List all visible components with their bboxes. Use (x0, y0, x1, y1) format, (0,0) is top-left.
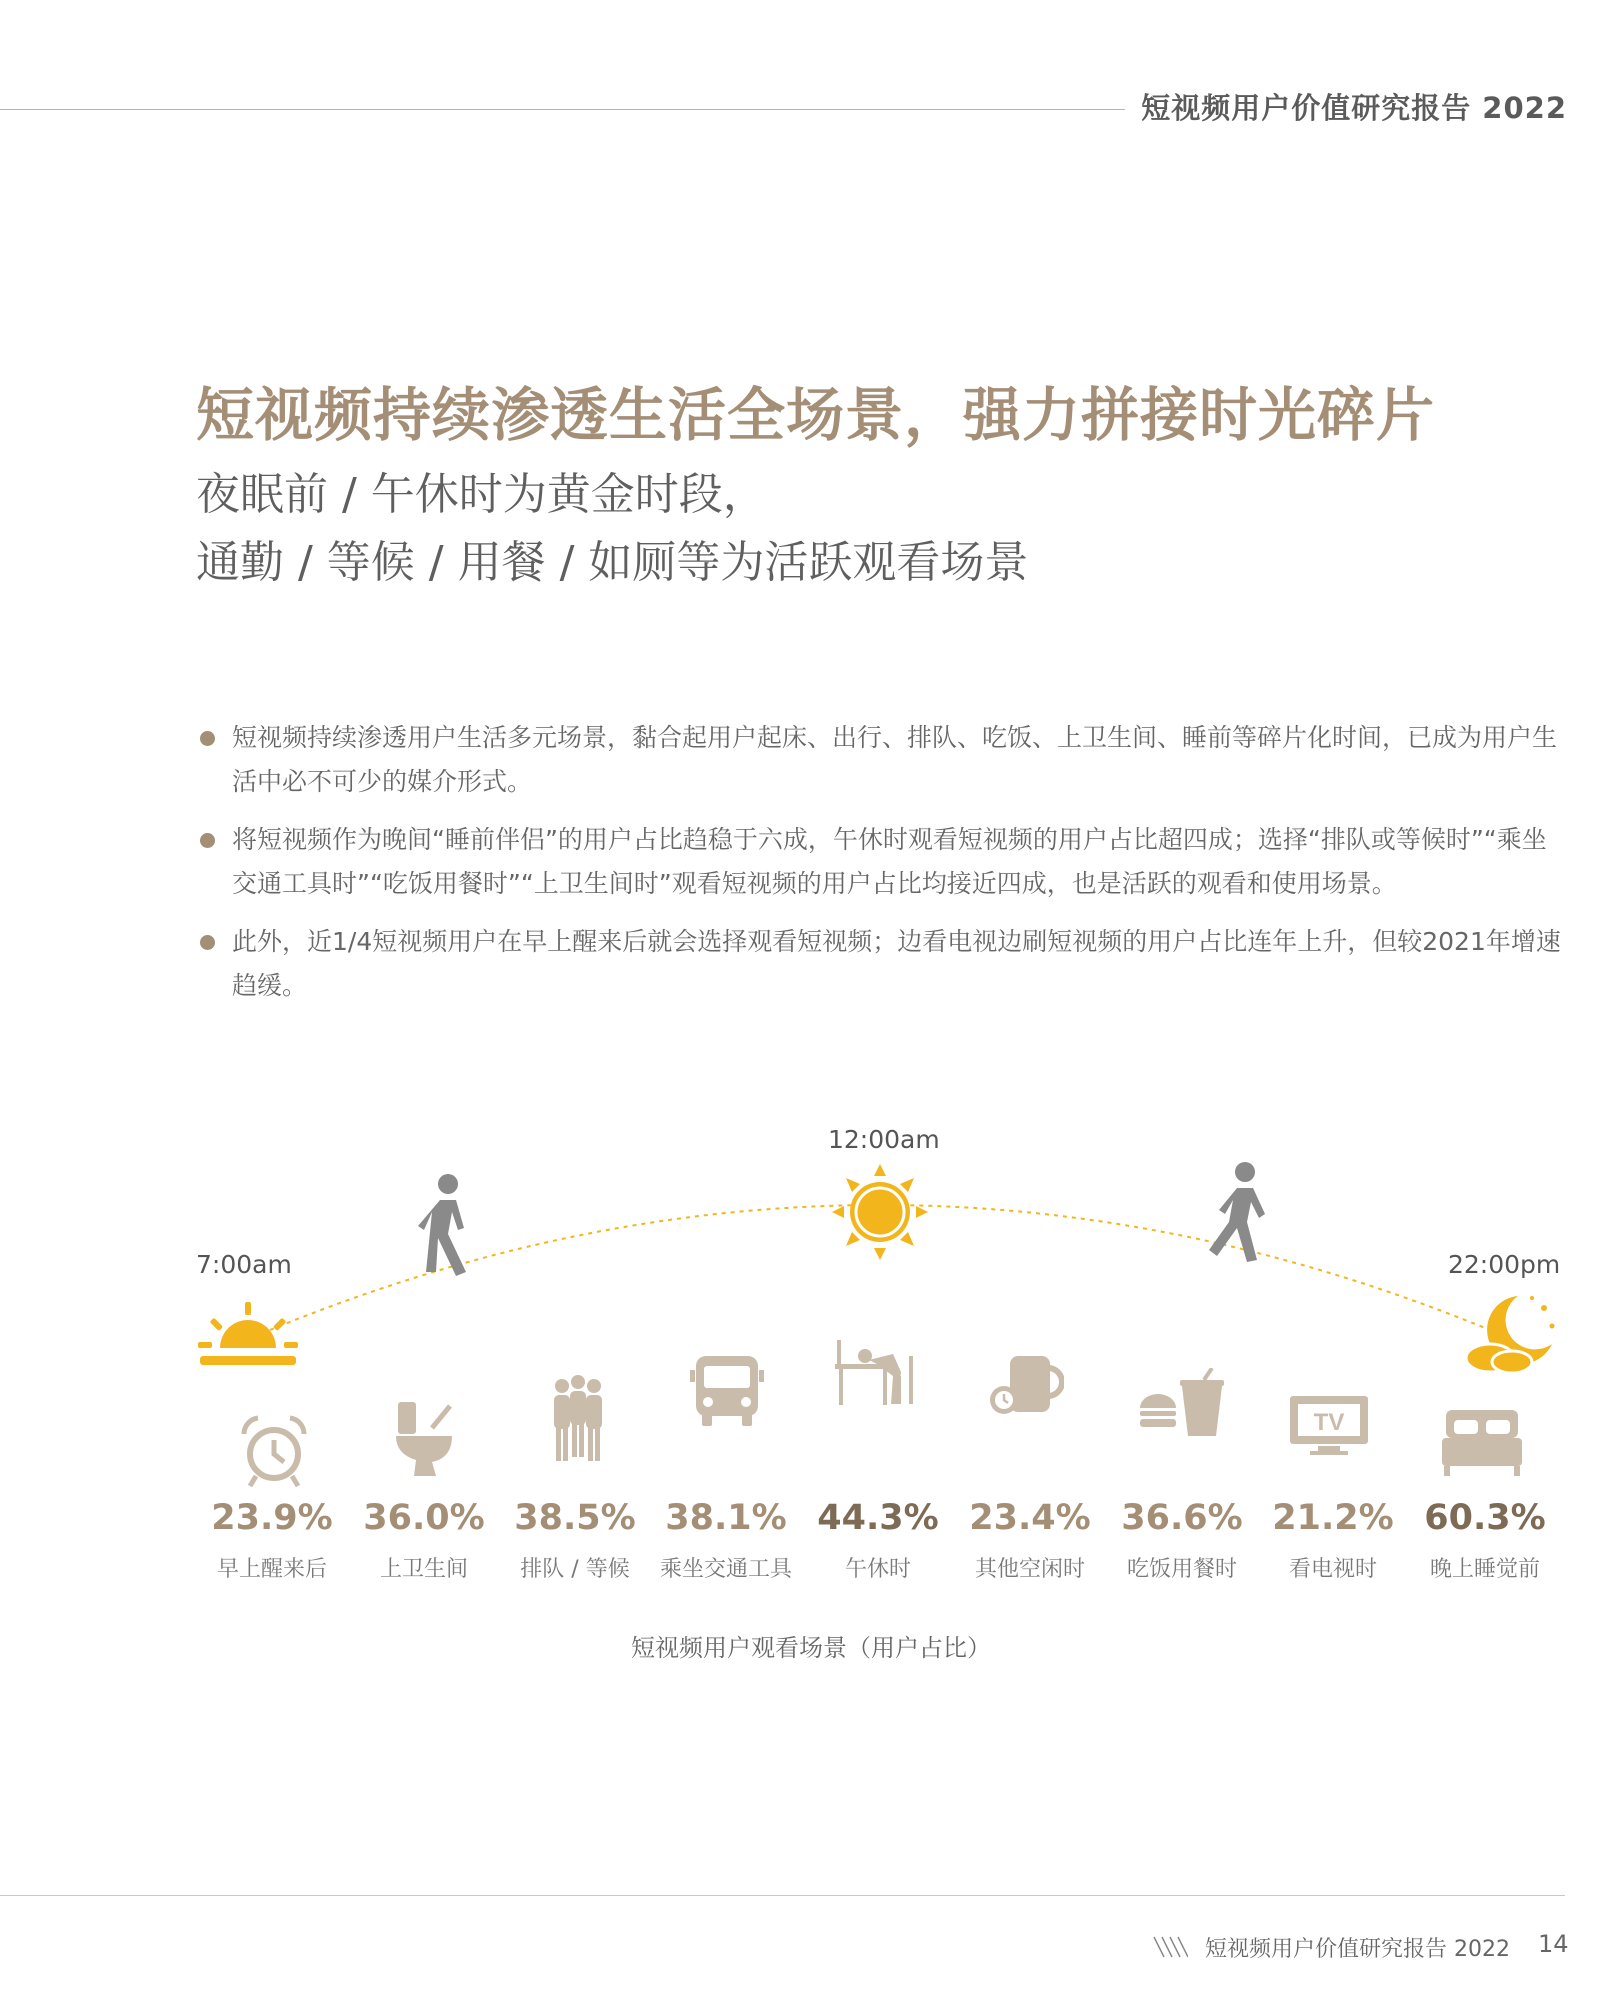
walking-person-icon (1195, 1160, 1275, 1270)
scene-label: 上卫生间 (379, 1557, 468, 1582)
subtitle-line-2: 通勤 / 等候 / 用餐 / 如厕等为活跃观看场景 (196, 537, 1029, 588)
alarm-clock-icon (236, 1412, 312, 1488)
subtitle-line-1: 夜眠前 / 午休时为黄金时段， (196, 469, 767, 520)
time-morning: 7:00am (196, 1250, 292, 1279)
bullet-text: 此外，近1/4短视频用户在早上醒来后就会选择观看短视频；边看电视边刷短视频的用户占比连年上升，但较2021年增速趋缓。 (232, 927, 1561, 1000)
scene-percentage: 36.6% (1121, 1498, 1243, 1538)
time-night: 22:00pm (1448, 1250, 1561, 1279)
chart-caption: 短视频用户观看场景（用户占比） (631, 1634, 991, 1662)
time-noon: 12:00am (828, 1125, 940, 1154)
moon-cloud-icon (1460, 1292, 1560, 1377)
tv-icon (1288, 1394, 1370, 1456)
scene-label: 早上醒来后 (216, 1557, 327, 1582)
page-title: 短视频持续渗透生活全场景，强力拼接时光碎片 (196, 381, 1436, 449)
scene-percentage: 38.5% (514, 1498, 636, 1538)
scene-label: 看电视时 (1288, 1557, 1377, 1582)
bullet-text: 短视频持续渗透用户生活多元场景，黏合起用户起床、出行、排队、吃饭、上卫生间、睡前等碎片化时间，已成为用户生活中必不可少的媒介形式。 (232, 723, 1558, 796)
scene-percentage: 21.2% (1272, 1498, 1394, 1538)
header-title: 短视频用户价值研究报告 2022 (1141, 91, 1567, 125)
queue-icon (548, 1372, 608, 1468)
scene-percentage: 60.3% (1424, 1498, 1546, 1538)
scene-label: 午休时 (844, 1557, 911, 1582)
walking-person-icon (418, 1172, 498, 1282)
footer-title: 短视频用户价值研究报告 2022 (1205, 1937, 1510, 1962)
bus-icon (690, 1352, 764, 1430)
bullet-text: 将短视频作为晚间“睡前伴侣”的用户占比趋稳于六成，午休时观看短视频的用户占比超四成；选择“排队或等候时”“乘坐交通工具时”“吃饭用餐时”“上卫生间时”观看短视频的用户占比均接近四成，也是活跃的观看和使用场景。 (232, 825, 1547, 898)
svg-text:TV: TV (1313, 1409, 1345, 1436)
scene-percentage: 36.0% (363, 1498, 485, 1538)
burger-drink-icon (1138, 1368, 1226, 1438)
footer-rule (0, 1895, 1565, 1896)
page-number: 14 (1538, 1930, 1569, 1958)
coffee-cup-icon (988, 1352, 1064, 1418)
scene-percentage: 23.4% (969, 1498, 1091, 1538)
scene-label: 排队 / 等候 (520, 1557, 630, 1582)
bed-icon (1440, 1408, 1524, 1478)
toilet-icon (392, 1398, 462, 1478)
scene-percentage: 23.9% (211, 1498, 333, 1538)
scene-label: 其他空闲时 (974, 1557, 1085, 1582)
slash-decoration-icon (1152, 1935, 1188, 1959)
scene-label: 晚上睡觉前 (1429, 1557, 1540, 1582)
scene-label: 吃饭用餐时 (1126, 1557, 1237, 1582)
scene-label: 乘坐交通工具 (659, 1557, 792, 1582)
sunrise-icon (198, 1298, 298, 1378)
scene-percentage: 44.3% (817, 1498, 939, 1538)
desk-nap-icon (833, 1336, 917, 1406)
scene-percentage: 38.1% (665, 1498, 787, 1538)
sun-icon (830, 1162, 930, 1262)
